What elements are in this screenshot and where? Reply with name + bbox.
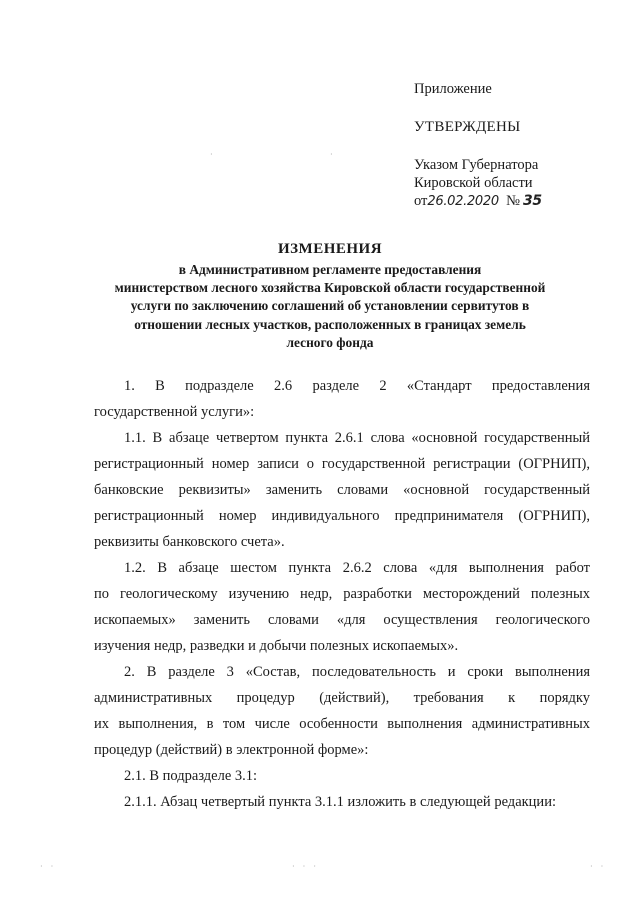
subtitle-line: лесного фонда bbox=[286, 334, 374, 350]
document-subtitle bbox=[60, 261, 600, 352]
scan-noise: · · bbox=[590, 862, 607, 871]
paragraph-line: регистрационный номер индивидуального предпринимателя (ОГРНИП), bbox=[94, 508, 590, 524]
scan-noise: · bbox=[210, 150, 216, 159]
paragraph-line: банковские реквизиты» заменить словами «основной государственный bbox=[94, 482, 590, 498]
subtitle-line: министерством лесного хозяйства Кировской области государственной bbox=[114, 280, 546, 296]
decree-line-2: Кировской области bbox=[414, 175, 533, 191]
number-sign: № bbox=[506, 193, 520, 209]
paragraph-line: 2.1. В подразделе 3.1: bbox=[124, 768, 258, 784]
paragraph-line: 1. В подразделе 2.6 разделе 2 «Стандарт предоставления bbox=[124, 378, 590, 394]
paragraph-line: их выполнения, в том числе особенности выполнения административных bbox=[94, 716, 590, 732]
paragraph-2 bbox=[94, 659, 590, 763]
paragraph-1-2 bbox=[94, 555, 590, 659]
appendix-label: Приложение bbox=[414, 81, 492, 97]
paragraph-line: 1.1. В абзаце четвертом пункта 2.6.1 слова «основной государственный bbox=[124, 430, 590, 446]
paragraph-2-1-1 bbox=[94, 789, 590, 815]
subtitle-line: отношении лесных участков, расположенных в границах земель bbox=[134, 316, 526, 332]
paragraph-line: ископаемых» заменить словами «для осуществления геологического bbox=[94, 612, 590, 628]
paragraph-line: регистрационный номер записи о государственной регистрации (ОГРНИП), bbox=[94, 456, 590, 472]
scan-noise: · bbox=[330, 150, 336, 159]
paragraph-1-1 bbox=[94, 425, 590, 555]
paragraph-line: изучения недр, разведки и добычи полезных ископаемых». bbox=[94, 638, 459, 654]
paragraph-line: административных процедур (действий), требования к порядку bbox=[94, 690, 590, 706]
paragraph-line: 2.1.1. Абзац четвертый пункта 3.1.1 изложить в следующей редакции: bbox=[124, 794, 556, 810]
decree-line-1: Указом Губернатора bbox=[414, 157, 539, 173]
approval-block bbox=[414, 80, 624, 211]
scan-noise: · · · bbox=[292, 862, 319, 871]
paragraph-line: 1.2. В абзаце шестом пункта 2.6.2 слова «для выполнения работ bbox=[124, 560, 590, 576]
paragraph-line: по геологическому изучению недр, разработки месторождений полезных bbox=[94, 586, 590, 602]
subtitle-line: услуги по заключению соглашений об установлении сервитутов в bbox=[130, 298, 530, 314]
from-prefix: от bbox=[414, 193, 428, 209]
paragraph-line: государственной услуги»: bbox=[94, 404, 255, 420]
handwritten-date: 26.02.2020 bbox=[427, 194, 499, 209]
subtitle-line: в Административном регламенте предоставления bbox=[178, 262, 482, 277]
scan-noise: · · bbox=[40, 862, 57, 871]
paragraph-line: процедур (действий) в электронной форме»: bbox=[94, 742, 369, 758]
document-title: ИЗМЕНЕНИЯ bbox=[277, 241, 383, 257]
approved-label: УТВЕРЖДЕНЫ bbox=[414, 119, 521, 135]
decree-date-line bbox=[414, 192, 624, 211]
paragraph-line: 2. В разделе 3 «Состав, последовательность и сроки выполнения bbox=[124, 664, 590, 680]
handwritten-number: 35 bbox=[522, 193, 542, 209]
document-body bbox=[94, 373, 590, 815]
paragraph-1 bbox=[94, 373, 590, 425]
paragraph-2-1 bbox=[94, 763, 590, 789]
paragraph-line: реквизиты банковского счета». bbox=[94, 534, 285, 550]
